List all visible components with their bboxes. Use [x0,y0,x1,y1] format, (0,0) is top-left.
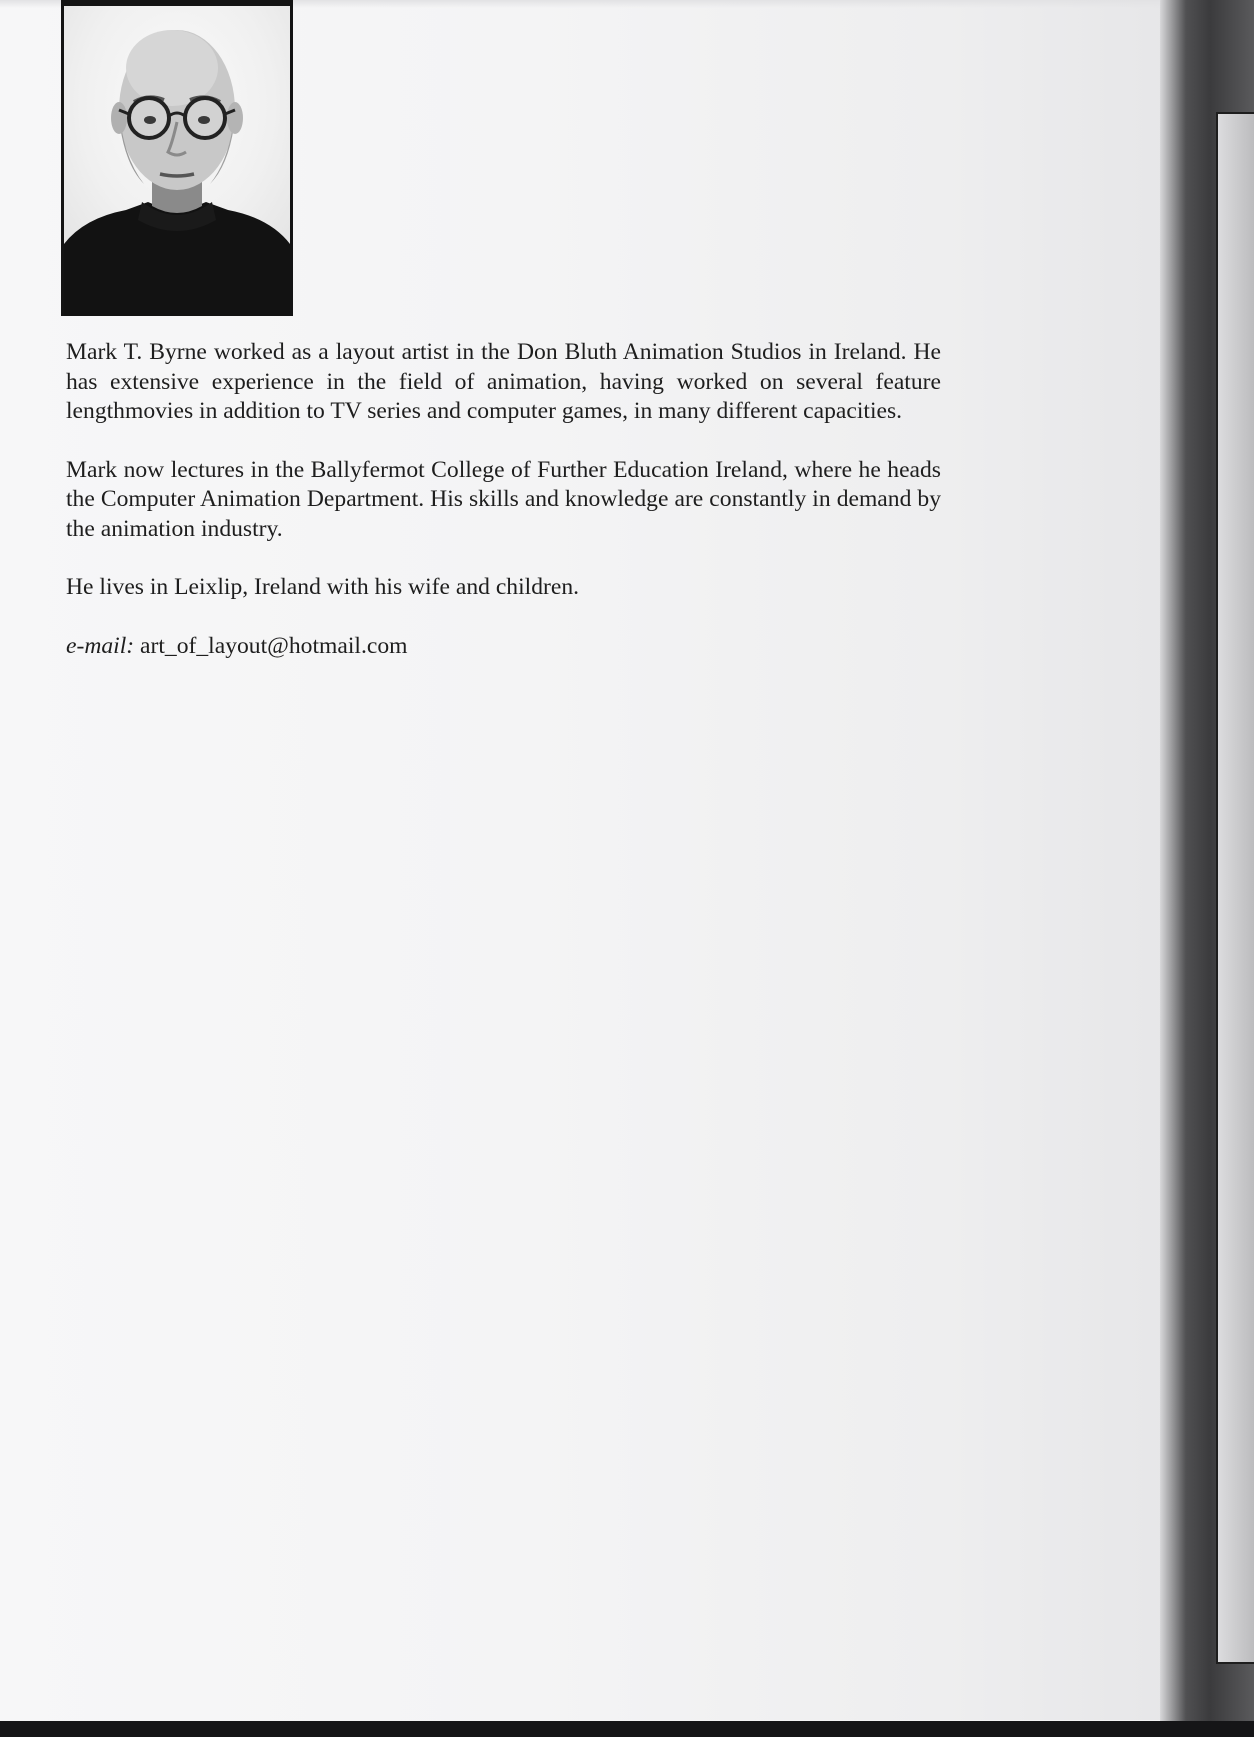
author-photo [61,0,293,316]
adjacent-page-edge [1216,112,1254,1664]
email-label: e-mail: [66,632,135,659]
bio-paragraph-career: Mark T. Byrne worked as a layout artist in the Don Bluth Animation Studios in Ireland. He has extensive experience in the field of animation, having worked on several feature lengthmovies in addition to TV series and computer games, in many different capacities. [66,339,941,424]
bio-paragraph-lecturing: Mark now lectures in the Ballyfermot College of Further Education Ireland, where he heads the Computer Animation Department. His skills and knowledge are constantly in demand by the animation industry. [66,456,941,542]
scan-bottom-edge [0,1721,1254,1737]
author-portrait-icon [64,6,290,316]
author-bio [66,338,941,661]
email-line [66,632,941,662]
bio-paragraph-residence: He lives in Leixlip, Ireland with his wife and children. [66,574,580,600]
email-address[interactable]: art_of_layout@hotmail.com [140,632,408,659]
